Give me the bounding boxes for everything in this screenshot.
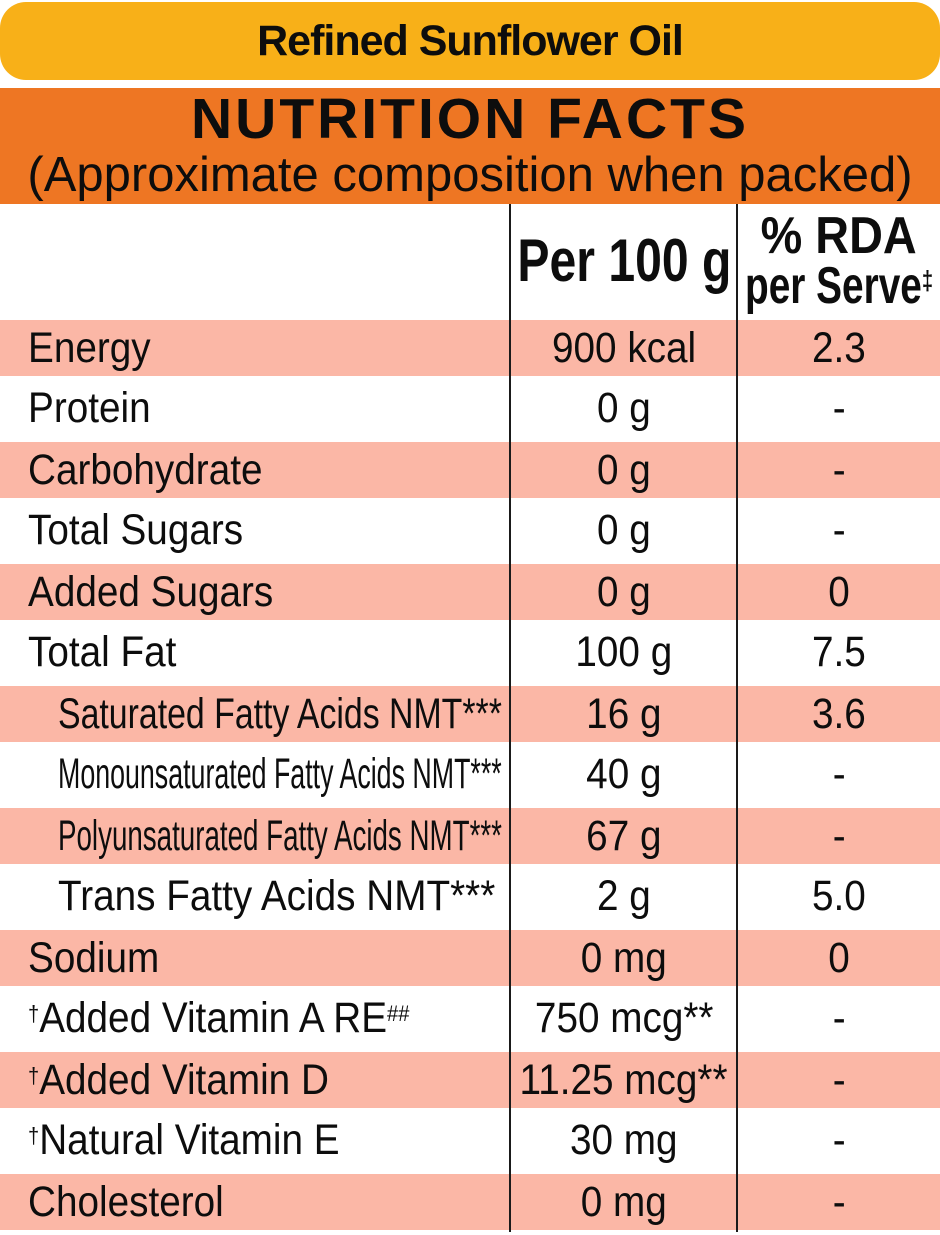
rda-header-line2 <box>744 256 934 315</box>
rda-value: - <box>832 1055 846 1104</box>
nutrient-label-cell <box>0 564 510 620</box>
per-100g-value: 0 g <box>597 506 651 554</box>
nutrient-label <box>28 1055 329 1104</box>
column-divider-1 <box>509 204 511 1232</box>
nutrient-label <box>28 933 160 982</box>
nutrient-label-cell <box>0 622 510 683</box>
per-100g-value: 750 mcg** <box>534 994 714 1042</box>
rda-value: 3.6 <box>812 689 866 738</box>
nutrient-label <box>28 323 151 372</box>
nutrient-label-cell <box>0 988 510 1049</box>
per-100g-value: 0 mg <box>580 933 668 982</box>
rda-column-header <box>738 206 940 315</box>
page-title: Refined Sunflower Oil <box>257 16 683 65</box>
nutrition-table-body <box>0 317 940 1232</box>
nutrient-name: Sodium <box>28 933 160 982</box>
table-row <box>0 439 940 500</box>
nutrient-label-cell <box>0 930 510 986</box>
table-row <box>0 866 940 927</box>
rda-value: 0 <box>828 933 850 982</box>
rda-value-cell <box>738 378 940 439</box>
table-row <box>0 927 940 988</box>
rda-value-cell <box>738 1110 940 1171</box>
per-100g-value: 40 g <box>586 750 662 798</box>
nutrient-label <box>58 872 496 920</box>
nutrient-name: Total Fat <box>28 628 177 676</box>
nutrient-label-cell <box>0 500 510 561</box>
table-header-row <box>0 204 940 317</box>
nutrient-label-cell <box>0 378 510 439</box>
nutrient-name: Added Vitamin A RE <box>39 994 388 1042</box>
nutrient-name: Monounsaturated Fatty Acids NMT*** <box>58 750 502 798</box>
nutrient-label-cell <box>0 686 510 742</box>
per-100g-value-cell <box>510 1110 738 1171</box>
table-row <box>0 1171 940 1232</box>
nutrient-label-cell <box>0 744 510 805</box>
nutrient-label-cell <box>0 1052 510 1108</box>
rda-value-cell <box>738 988 940 1049</box>
rda-value-cell <box>738 808 940 864</box>
table-row <box>0 988 940 1049</box>
nutrient-name: Natural Vitamin E <box>39 1116 340 1164</box>
table-row <box>0 683 940 744</box>
per-100g-value: 0 mg <box>580 1177 668 1226</box>
nutrient-label-cell <box>0 808 510 864</box>
rda-value-cell <box>738 1174 940 1230</box>
dagger-superscript: † <box>28 1062 40 1088</box>
table-row <box>0 378 940 439</box>
rda-value-cell <box>738 744 940 805</box>
per-100g-value-cell <box>510 866 738 927</box>
nutrient-label-cell <box>0 1174 510 1230</box>
nutrient-label-cell <box>0 320 510 376</box>
nutrient-name: Total Sugars <box>28 506 244 554</box>
nutrition-facts-heading: NUTRITION FACTS <box>191 88 749 151</box>
nutrient-label <box>28 506 244 554</box>
per-100g-value-cell <box>510 988 738 1049</box>
per-100g-value: 11.25 mcg** <box>520 1055 728 1104</box>
nutrient-name: Added Sugars <box>28 567 274 616</box>
per-100g-value: 0 g <box>597 384 651 432</box>
nutrient-label <box>28 994 410 1042</box>
rda-value: 0 <box>828 567 850 616</box>
rda-value-cell <box>738 686 940 742</box>
per-100g-value-cell <box>510 686 738 742</box>
nutrient-label <box>28 1116 340 1164</box>
nutrient-name: Trans Fatty Acids NMT*** <box>58 872 496 920</box>
rda-value-cell <box>738 622 940 683</box>
nutrient-name: Carbohydrate <box>28 445 263 494</box>
rda-header-line2-text: per Serve <box>744 256 922 315</box>
rda-value-cell <box>738 442 940 498</box>
per-100g-value: 0 g <box>597 445 651 494</box>
per-100g-value-cell <box>510 1174 738 1230</box>
title-banner <box>0 2 940 80</box>
nutrient-label <box>58 689 502 738</box>
nutrient-label <box>28 1177 224 1226</box>
nutrient-label <box>58 811 502 860</box>
per-100g-value: 100 g <box>575 628 673 676</box>
table-row <box>0 805 940 866</box>
per-100g-column-header <box>510 226 738 294</box>
nutrient-label <box>28 384 151 432</box>
nutrient-name: Protein <box>28 384 151 432</box>
nutrient-label <box>58 750 502 798</box>
rda-value: - <box>832 506 846 554</box>
table-row <box>0 317 940 378</box>
rda-value-cell <box>738 866 940 927</box>
rda-value-cell <box>738 930 940 986</box>
rda-value: 5.0 <box>812 872 866 920</box>
nutrition-facts-banner <box>0 88 940 204</box>
rda-value-cell <box>738 564 940 620</box>
per-100g-value: 16 g <box>586 689 662 738</box>
rda-value: - <box>832 1177 846 1226</box>
nutrient-name: Added Vitamin D <box>39 1055 329 1104</box>
per-100g-value-cell <box>510 320 738 376</box>
per-100g-value-cell <box>510 378 738 439</box>
rda-value: - <box>832 1116 846 1164</box>
column-divider-2 <box>736 204 738 1232</box>
table-row <box>0 1049 940 1110</box>
double-dagger-superscript: ‡ <box>921 264 934 295</box>
table-row <box>0 1110 940 1171</box>
table-row <box>0 561 940 622</box>
per-100g-value-cell <box>510 744 738 805</box>
rda-value: - <box>832 811 846 860</box>
table-row <box>0 622 940 683</box>
nutrient-name: Polyunsaturated Fatty Acids NMT*** <box>58 811 502 860</box>
per-100g-value-cell <box>510 500 738 561</box>
nutrient-label <box>28 567 274 616</box>
per-100g-value-cell <box>510 442 738 498</box>
table-row <box>0 500 940 561</box>
per-100g-value-cell <box>510 930 738 986</box>
hash-superscript: ## <box>387 1000 410 1026</box>
table-row <box>0 744 940 805</box>
nutrient-name: Saturated Fatty Acids NMT*** <box>58 689 502 738</box>
rda-value: - <box>832 384 846 432</box>
rda-value: - <box>832 994 846 1042</box>
nutrient-label-cell <box>0 866 510 927</box>
nutrient-label <box>28 445 263 494</box>
rda-value-cell <box>738 1052 940 1108</box>
rda-header-line1: % RDA <box>760 206 918 265</box>
rda-value: - <box>832 445 846 494</box>
rda-value-cell <box>738 500 940 561</box>
rda-value: 2.3 <box>812 323 866 372</box>
dagger-superscript: † <box>28 1122 40 1148</box>
per-100g-value-cell <box>510 1052 738 1108</box>
rda-value-cell <box>738 320 940 376</box>
per-100g-value: 30 mg <box>570 1116 678 1164</box>
per-100g-value: 2 g <box>597 872 651 920</box>
nutrient-label <box>28 628 177 676</box>
nutrient-label-cell <box>0 442 510 498</box>
nutrition-facts-subtitle: (Approximate composition when packed) <box>27 148 913 202</box>
per-100g-header-label: Per 100 g <box>516 226 732 294</box>
rda-value: 7.5 <box>812 628 866 676</box>
per-100g-value-cell <box>510 808 738 864</box>
nutrient-name: Energy <box>28 323 151 372</box>
nutrition-table <box>0 204 940 1232</box>
per-100g-value: 67 g <box>586 811 662 860</box>
rda-value: - <box>832 750 846 798</box>
nutrient-label-cell <box>0 1110 510 1171</box>
per-100g-value-cell <box>510 564 738 620</box>
dagger-superscript: † <box>28 1000 40 1026</box>
per-100g-value: 900 kcal <box>551 323 697 372</box>
per-100g-value-cell <box>510 622 738 683</box>
per-100g-value: 0 g <box>597 567 651 616</box>
nutrient-name: Cholesterol <box>28 1177 224 1226</box>
